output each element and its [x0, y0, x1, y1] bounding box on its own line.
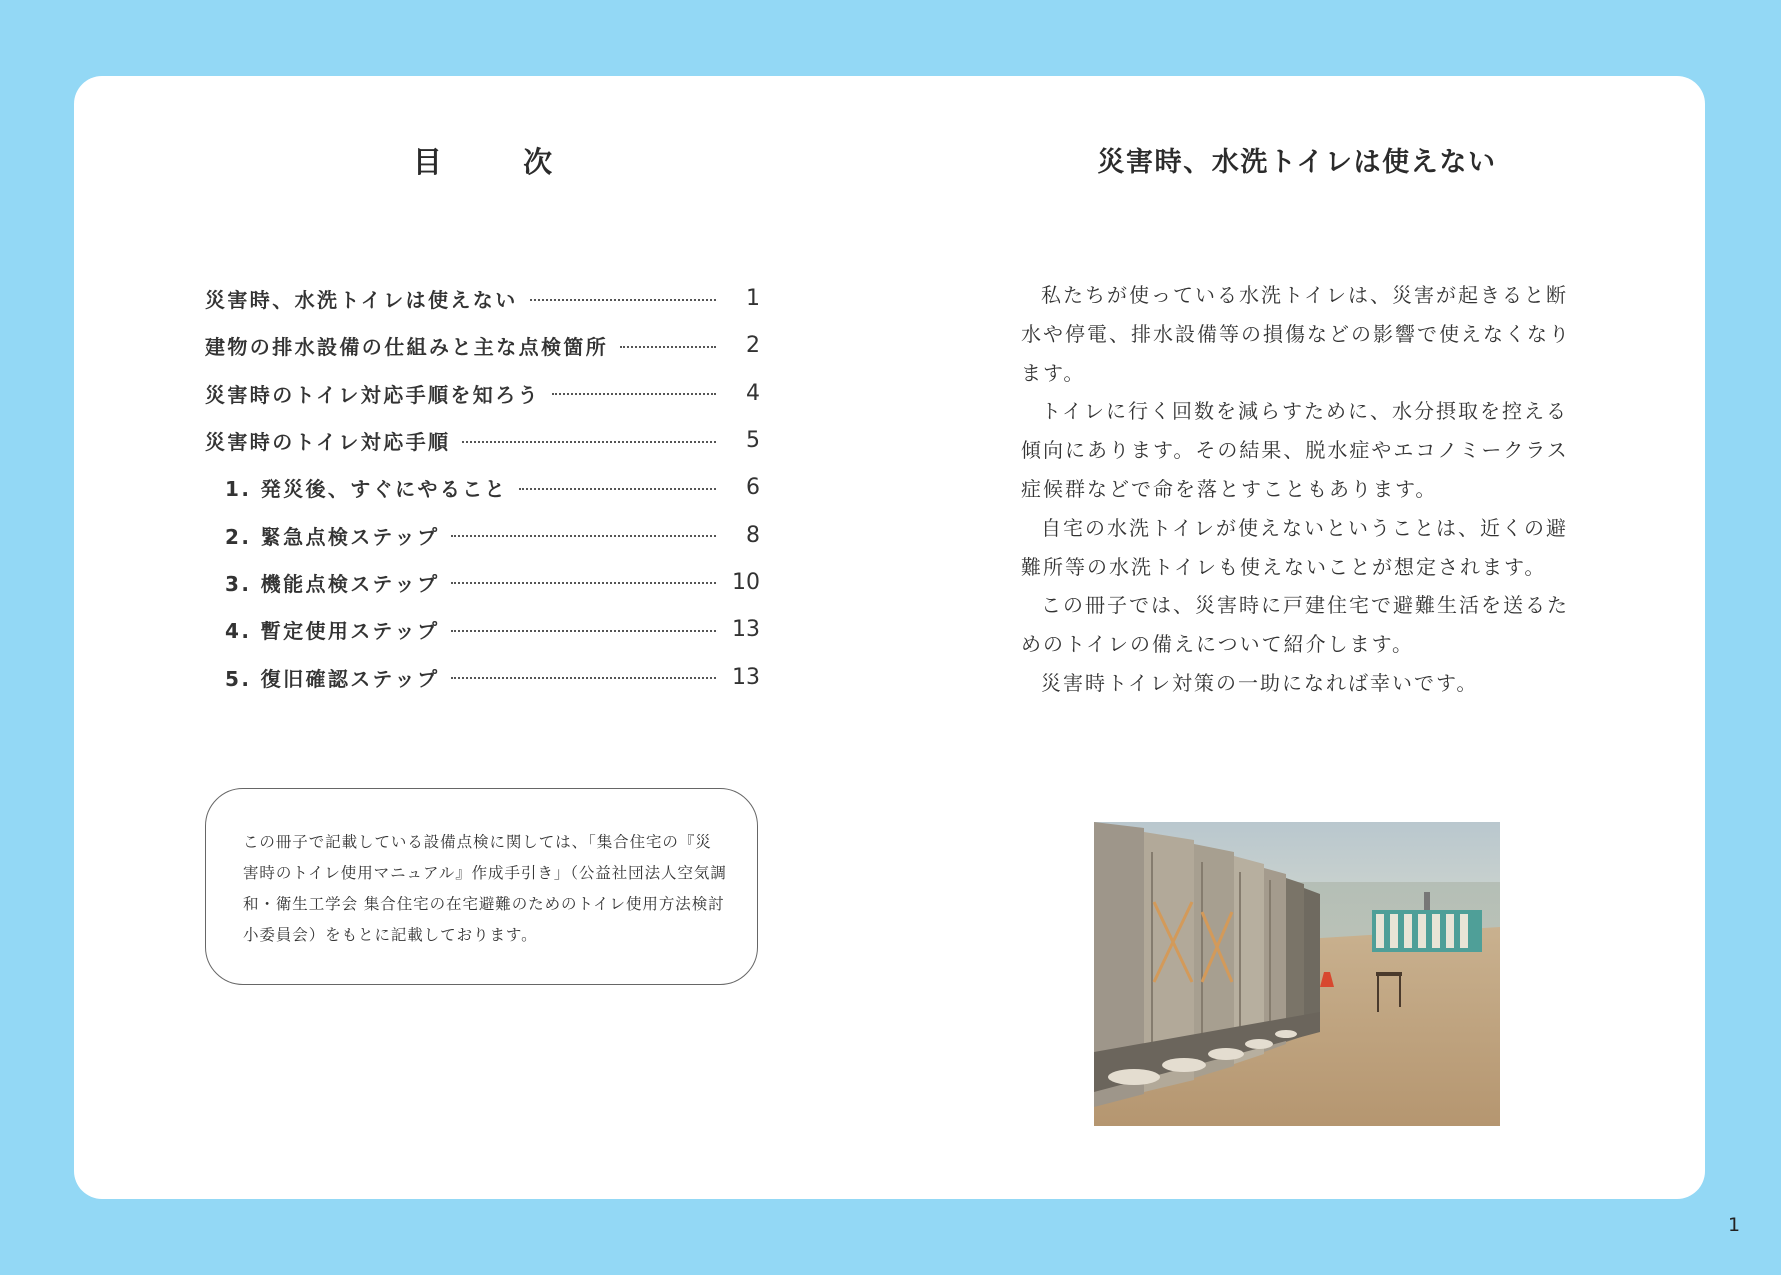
reference-note-box: [205, 788, 758, 985]
intro-paragraph: この冊子では、災害時に戸建住宅で避難生活を送るためのトイレの備えについて紹介します。: [1021, 593, 1569, 657]
intro-paragraph: トイレに行く回数を減らすために、水分摂取を控える傾向にあります。その結果、脱水症やエコノミークラス症候群などで命を落とすこともあります。: [1021, 399, 1569, 501]
toc-entry-page: 8: [746, 522, 760, 548]
toc-leader-dots: [451, 677, 716, 679]
toc-entry-page: 1: [746, 286, 760, 312]
toc-entry-label: 災害時のトイレ対応手順: [205, 430, 451, 455]
toc-subentry[interactable]: [205, 464, 760, 511]
toc-entry[interactable]: [205, 417, 760, 464]
toc-entry[interactable]: [205, 322, 760, 369]
intro-body: [1021, 276, 1581, 703]
toc-entry-label: 災害時のトイレ対応手順を知ろう: [205, 382, 540, 407]
toc-entry-page: 10: [732, 569, 760, 595]
intro-paragraph: 災害時トイレ対策の一助になれば幸いです。: [1041, 670, 1479, 695]
toc-leader-dots: [530, 299, 716, 301]
toc-entry-label: 2. 緊急点検ステップ: [225, 524, 440, 549]
toc-entry-page: 13: [732, 664, 760, 690]
toc-entry-page: 4: [746, 380, 760, 406]
toc-leader-dots: [519, 488, 716, 490]
toc-entry-page: 13: [732, 617, 760, 643]
intro-paragraph: 私たちが使っている水洗トイレは、災害が起きると断水や停電、排水設備等の損傷などの影響で使えなくなります。: [1021, 283, 1571, 385]
intro-title: 災害時、水洗トイレは使えない: [1097, 147, 1497, 178]
toc-title: 目 次: [412, 145, 579, 179]
toc-leader-dots: [451, 535, 716, 537]
portable-toilets-photo: [1094, 822, 1500, 1126]
toc-entry[interactable]: [205, 275, 760, 322]
toc-entry-label: 建物の排水設備の仕組みと主な点検箇所: [205, 335, 609, 360]
table-of-contents: [205, 275, 760, 701]
intro-paragraph: 自宅の水洗トイレが使えないということは、近くの避難所等の水洗トイレも使えないことが想定されます。: [1021, 515, 1568, 579]
page-number: 1: [1728, 1214, 1741, 1236]
toc-leader-dots: [620, 346, 716, 348]
toc-subentry[interactable]: [205, 606, 760, 653]
toc-subentry[interactable]: [205, 653, 760, 700]
toc-subentry[interactable]: [205, 511, 760, 558]
toc-entry-label: 3. 機能点検ステップ: [225, 571, 440, 596]
toc-entry-label: 5. 復旧確認ステップ: [225, 666, 440, 691]
toc-entry-label: 4. 暫定使用ステップ: [225, 619, 440, 644]
toc-entry-page: 6: [746, 475, 760, 501]
toc-leader-dots: [451, 630, 716, 632]
toc-entry[interactable]: [205, 370, 760, 417]
toc-entry-page: 2: [746, 333, 760, 359]
toc-entry-page: 5: [746, 428, 760, 454]
toc-leader-dots: [552, 393, 716, 395]
reference-note-text: この冊子で記載している設備点検に関しては、「集合住宅の『災害時のトイレ使用マニュアル』作成手引き」（公益社団法人空気調和・衛生工学会 集合住宅の在宅避難のためのトイレ使用方法検討小委員会）をもとに記載しております。: [243, 833, 727, 944]
toc-entry-label: 1. 発災後、すぐにやること: [225, 477, 508, 502]
toc-leader-dots: [451, 582, 716, 584]
toc-subentry[interactable]: [205, 559, 760, 606]
toc-leader-dots: [462, 441, 716, 443]
toc-entry-label: 災害時、水洗トイレは使えない: [205, 288, 518, 313]
